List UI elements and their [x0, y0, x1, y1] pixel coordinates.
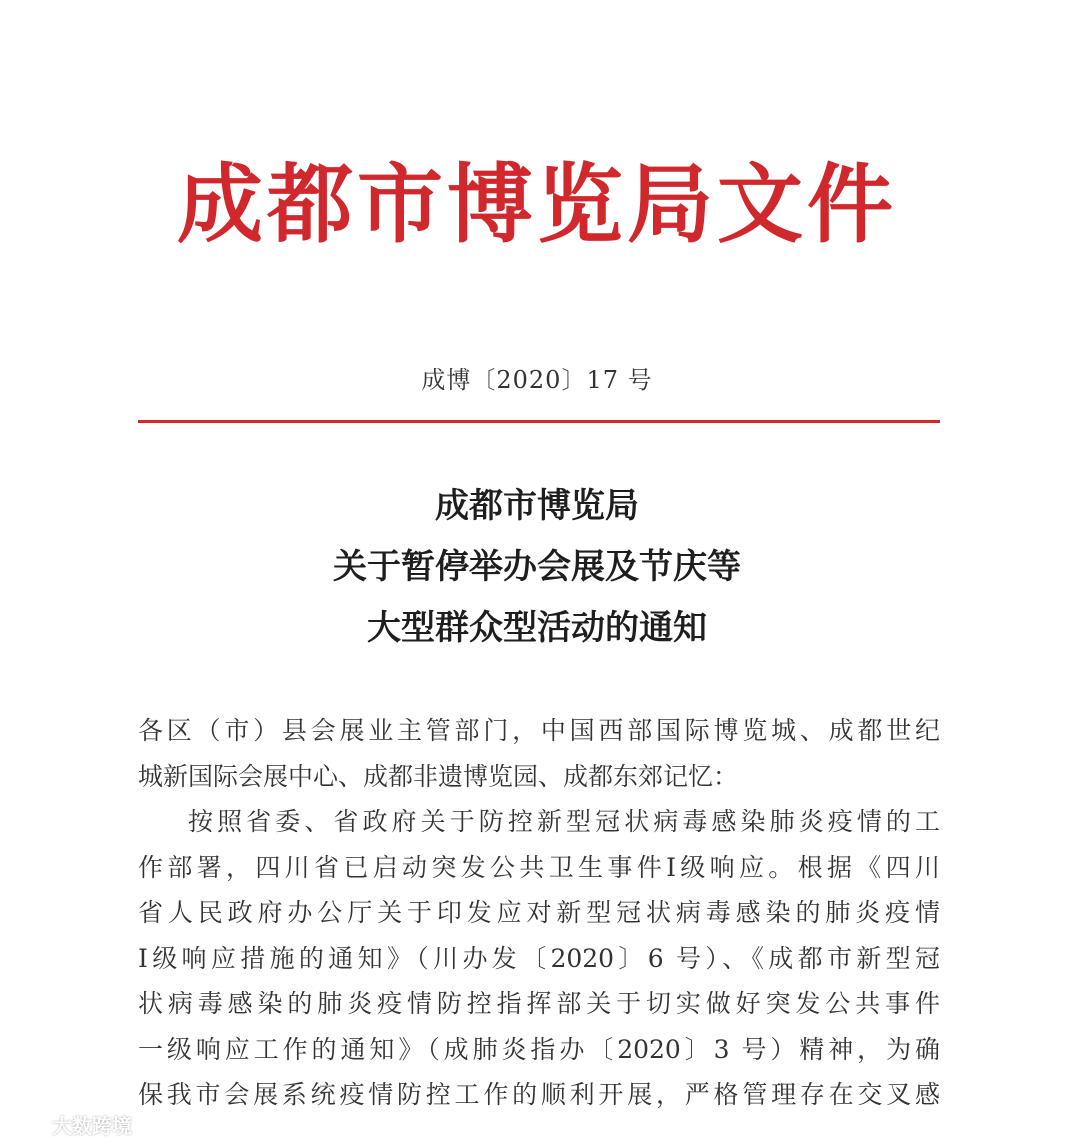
watermark-text: 大数跨境: [52, 1113, 132, 1138]
document-header-title: 成都市博览局文件: [177, 154, 897, 255]
watermark-logo-icon: [4, 1112, 46, 1136]
notice-body: [138, 708, 940, 1118]
notice-title: [0, 476, 1074, 659]
body-line: Ⅰ级响应措施的通知》（川办发〔2020〕6 号）、《成都市新型冠: [138, 943, 940, 973]
body-line: 保我市会展系统疫情防控工作的顺利开展，严格管理存在交叉感: [138, 1080, 940, 1109]
document-number: 成博〔2020〕17 号: [421, 366, 653, 394]
body-line: 一级响应工作的通知》（成肺炎指办〔2020〕3 号）精神，为确: [138, 1034, 940, 1064]
notice-title-line: 关于暂停举办会展及节庆等: [333, 547, 741, 587]
notice-title-line: 大型群众型活动的通知: [367, 608, 707, 648]
body-line: 省人民政府办公厅关于印发应对新型冠状病毒感染的肺炎疫情: [138, 898, 940, 927]
body-line: 城新国际会展中心、成都非遗博览园、成都东郊记忆：: [138, 761, 739, 791]
body-line: 各区（市）县会展业主管部门，中国西部国际博览城、成都世纪: [138, 716, 940, 745]
body-line: 作部署，四川省已启动突发公共卫生事件Ⅰ级响应。根据《四川: [138, 852, 940, 882]
notice-title-line: 成都市博览局: [435, 486, 639, 526]
body-line: 按照省委、省政府关于防控新型冠状病毒感染肺炎疫情的工: [188, 807, 940, 836]
watermark: [4, 1108, 132, 1140]
red-divider-line: [138, 420, 940, 423]
body-line: 状病毒感染的肺炎疫情防控指挥部关于切实做好突发公共事件: [138, 989, 940, 1018]
